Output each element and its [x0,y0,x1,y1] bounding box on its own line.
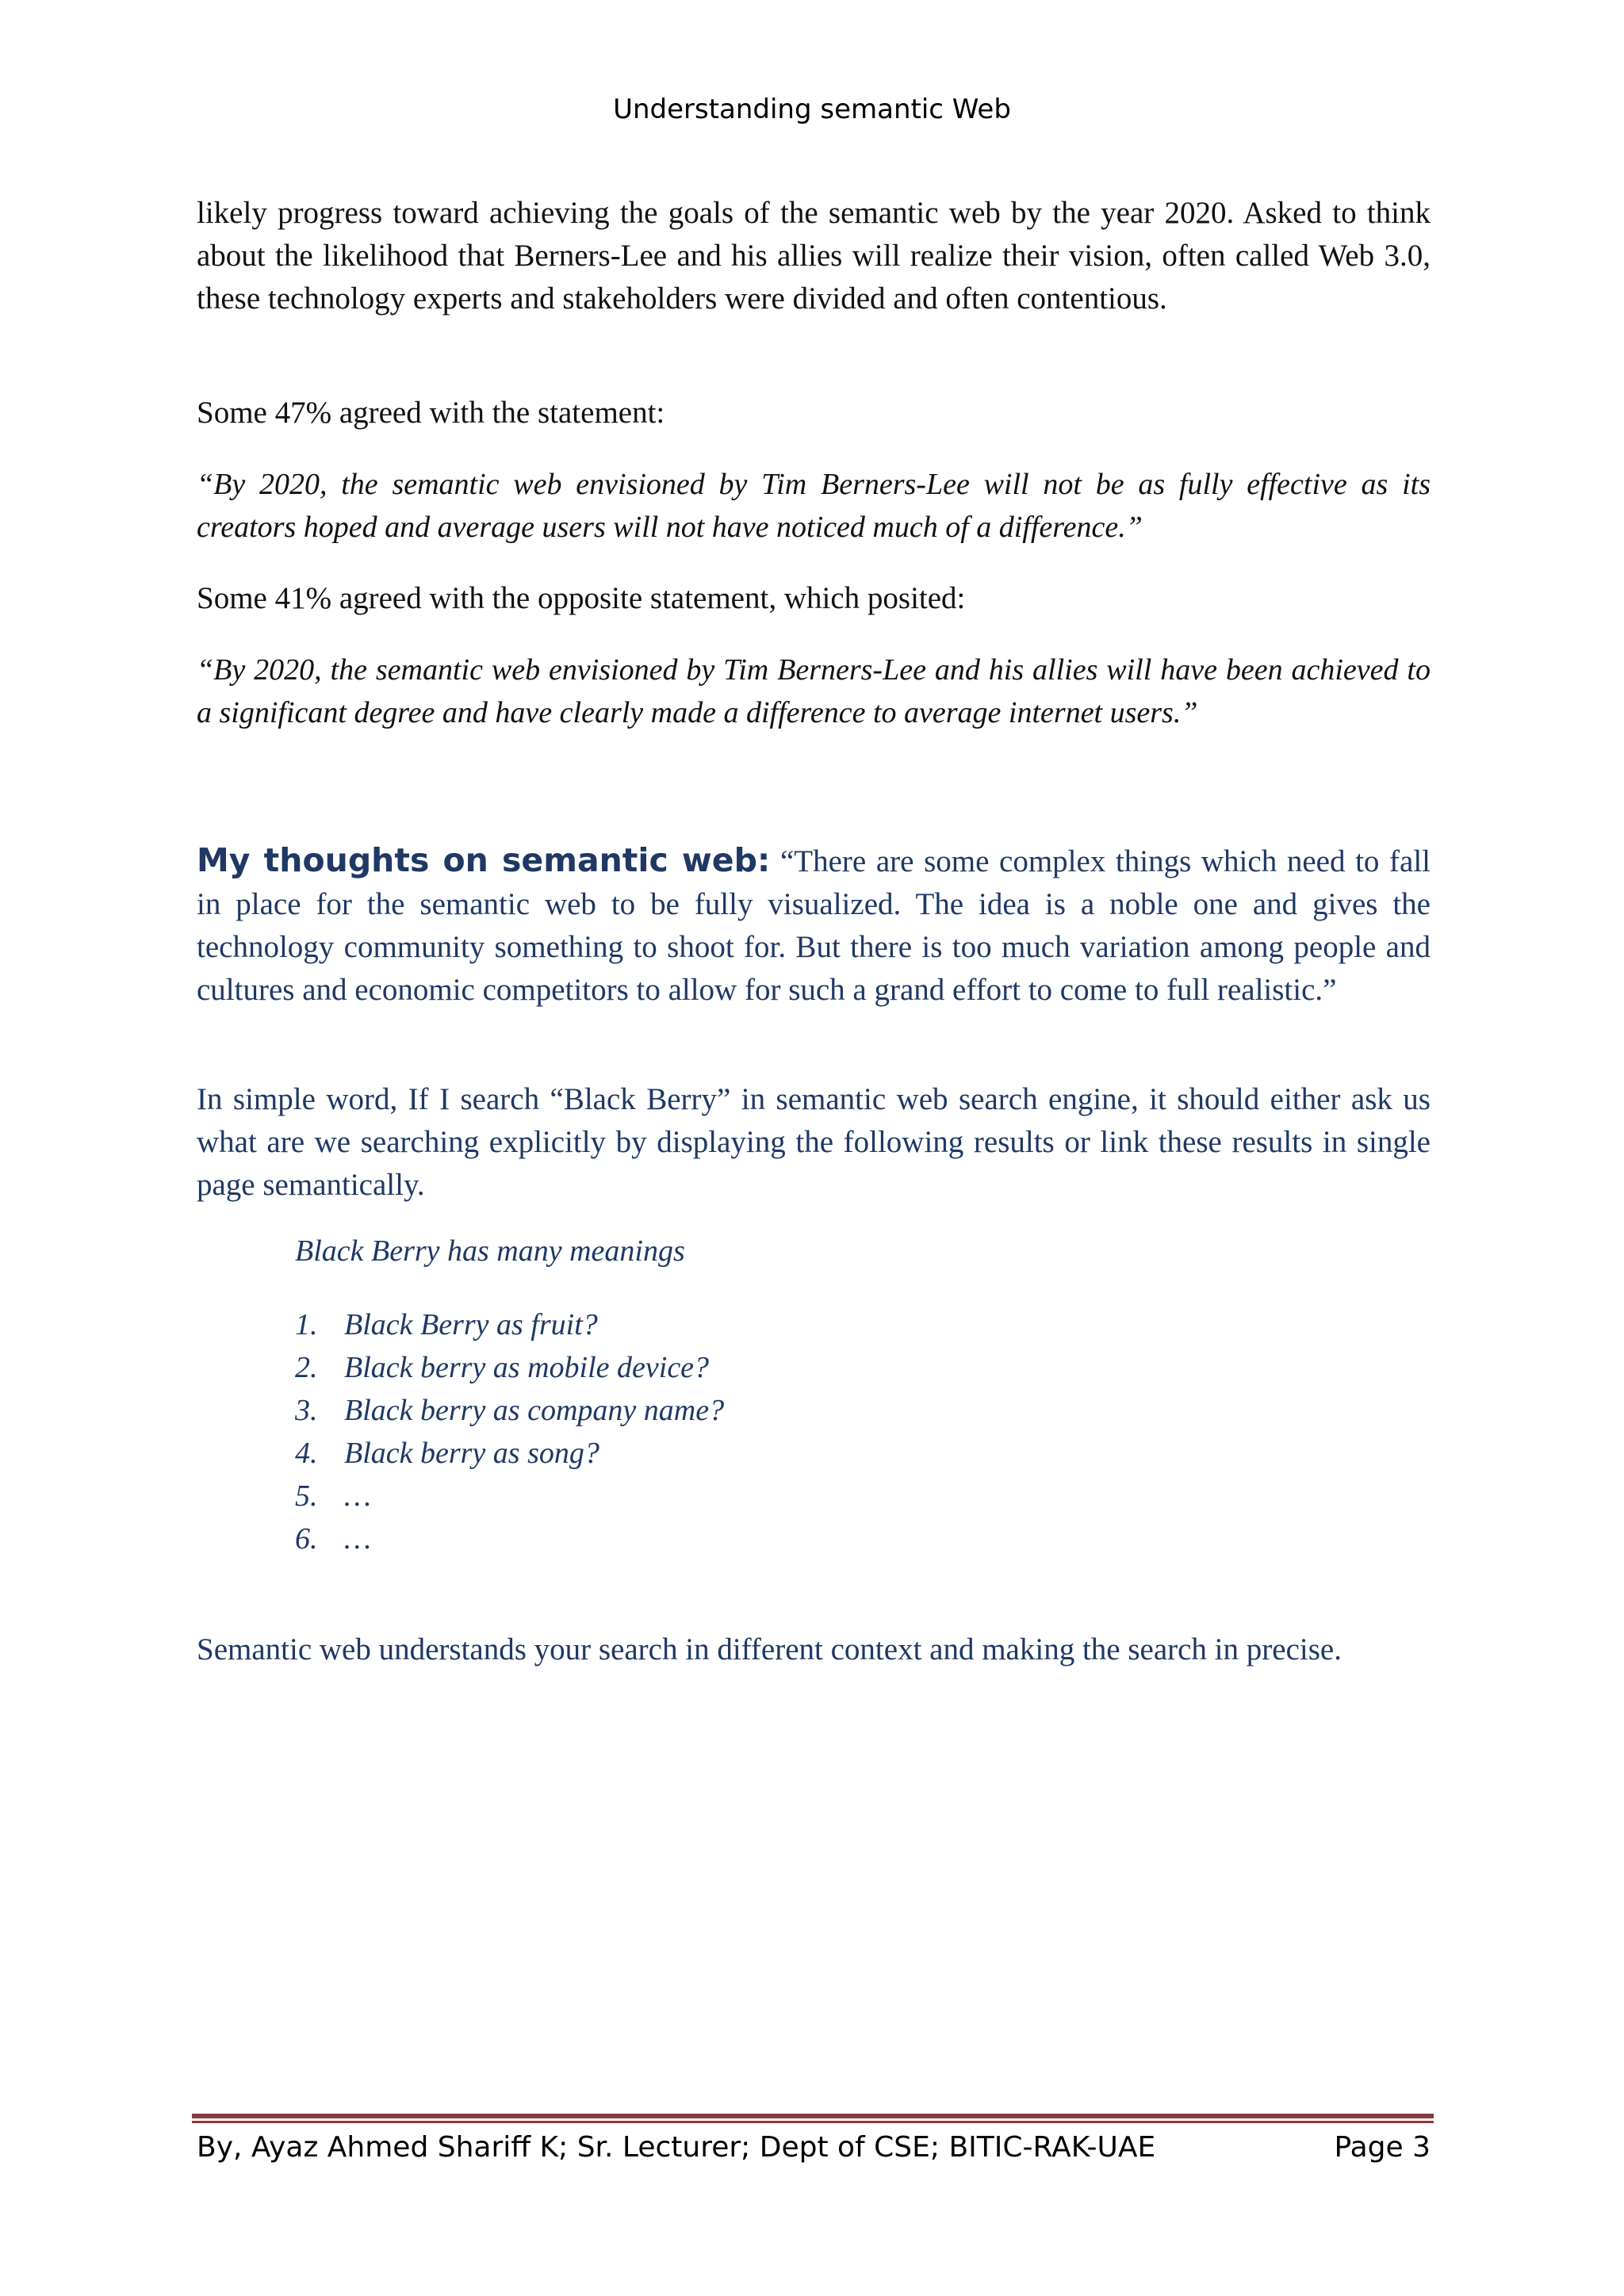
thoughts-text: “There are some complex things which need to fall in place for the semantic web to be fully visualized. The idea is a noble one and gives the technology community something to shoot for. But there is too much variation among people and cultures and economic competitors to allow for such a grand effort to come to full realistic.” [197,844,1431,1007]
list-item: 3. Black berry as company name? [295,1394,725,1427]
paragraph-41-percent: Some 41% agreed with the opposite statement, which posited: [197,581,966,615]
footer-author: By, Ayaz Ahmed Shariff K; Sr. Lecturer; Dept of CSE; BITIC-RAK-UAE [197,2131,1156,2164]
page-header: Understanding semantic Web [613,94,1011,125]
thoughts-paragraph [197,839,1431,1012]
paragraph-conclusion: Semantic web understands your search in different context and making the search in precise. [197,1632,1342,1667]
paragraph-black-berry-search: In simple word, If I search “Black Berry” in semantic web search engine, it should either ask us what are we searching explicitly by displaying the following results or link these results in single page semantically. [197,1082,1431,1202]
list-item: 4. Black berry as song? [295,1437,599,1470]
thoughts-heading: My thoughts on semantic web: [197,841,771,879]
list-intro: Black Berry has many meanings [295,1234,685,1268]
footer-rule-thick [192,2114,1434,2118]
paragraph-47-percent: Some 47% agreed with the statement: [197,396,665,430]
list-item: 2. Black berry as mobile device? [295,1351,710,1384]
quote-second: “By 2020, the semantic web envisioned by Tim Berners-Lee and his allies will have been achieved to a significant degree and have clearly made a difference to average internet users.” [197,653,1431,729]
page-number: Page 3 [1334,2131,1431,2164]
list-item: 5. … [295,1479,371,1513]
paragraph-intro: likely progress toward achieving the goals of the semantic web by the year 2020. Asked to think about the likelihood that Berners-Lee and his allies will realize their vision, often called Web 3.0, these technology experts and stakeholders were divided and often contentious. [197,196,1431,316]
list-item: 6. … [295,1522,371,1556]
quote-first: “By 2020, the semantic web envisioned by Tim Berners-Lee will not be as fully effective as its creators hoped and average users will not have noticed much of a difference.” [197,468,1431,544]
page-footer [197,2131,1431,2164]
meanings-list [295,1303,724,1560]
footer-rule-thin [192,2121,1434,2123]
list-item: 1. Black Berry as fruit? [295,1308,598,1341]
